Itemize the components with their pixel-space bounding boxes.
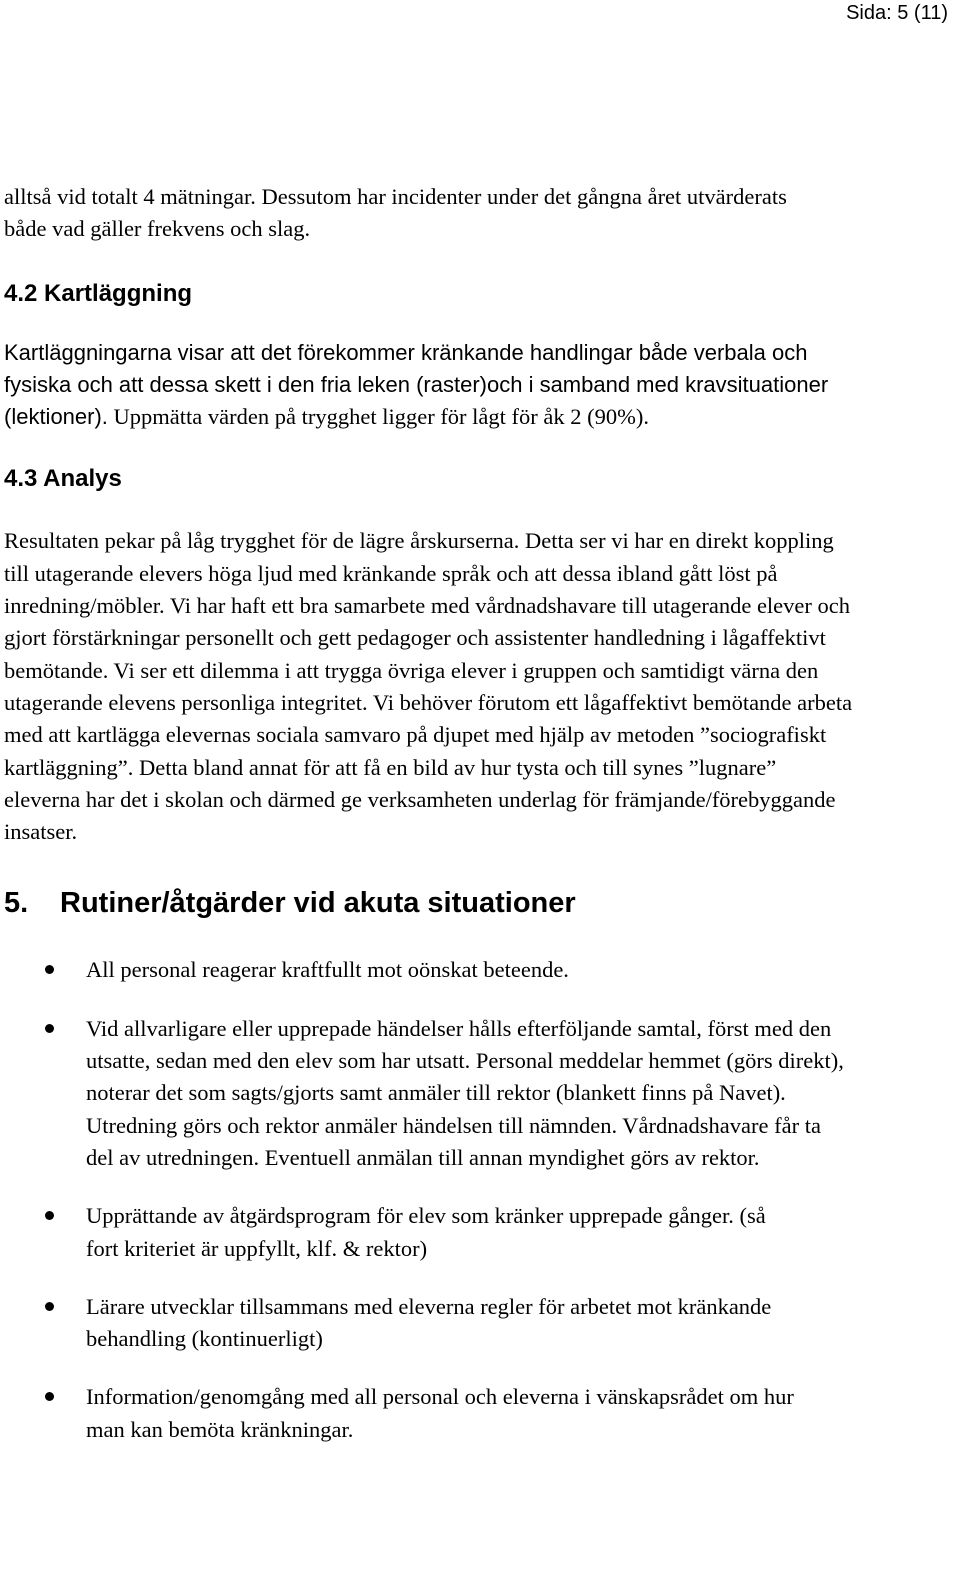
list-item-text: Vid allvarligare eller upprepade händelser hålls efterföljande samtal, först med den utsatte, sedan med den elev som har utsatt. Personal meddelar hemmet (görs direkt), noterar det som sagts/gjorts samt anmäler till rektor (blankett finns på Navet). Utredning görs och rektor anmäler händelsen till nämnden. Vårdnadshavare får ta del av utredningen. Eventuell anmälan till annan myndighet görs av rektor. xyxy=(86,1015,844,1170)
list-item xyxy=(4,954,846,986)
bullet-icon xyxy=(45,1302,54,1311)
bullet-icon xyxy=(45,1211,54,1220)
page-number-header: Sida: 5 (11) xyxy=(846,2,948,24)
list-item xyxy=(4,1013,846,1174)
section-4-2-text-serif: Uppmätta värden på trygghet ligger för lågt för åk 2 (90%). xyxy=(107,404,649,430)
list-item-text: Upprättande av åtgärdsprogram för elev som kränker upprepade gånger. (så fort kriteriet är uppfyllt, klf. & rektor) xyxy=(86,1203,766,1261)
list-item xyxy=(4,1381,796,1446)
section-4-2-text-sans: Kartläggningarna visar att det förekommer kränkande handlingar både verbala och fysiska och att dessa skett i den fria leken (raster)och i samband med kravsituationer (lektioner). xyxy=(4,339,829,430)
section-5-title: Rutiner/åtgärder vid akuta situationer xyxy=(60,887,576,920)
section-4-2-paragraph xyxy=(4,337,864,434)
list-item xyxy=(4,1291,796,1356)
section-5-heading xyxy=(4,886,954,920)
list-item-text: Lärare utvecklar tillsammans med eleverna regler för arbetet mot kränkande behandling (kontinuerligt) xyxy=(86,1293,772,1352)
routine-list xyxy=(4,954,954,1446)
bullet-icon xyxy=(45,965,54,974)
list-item xyxy=(4,1200,796,1265)
list-item-text: All personal reagerar kraftfullt mot oönskat beteende. xyxy=(86,957,569,983)
list-item-text: Information/genomgång med all personal och eleverna i vänskapsrådet om hur man kan bemöta kränkningar. xyxy=(86,1384,794,1442)
bullet-icon xyxy=(45,1024,54,1033)
section-4-3-paragraph: Resultaten pekar på låg trygghet för de lägre årskurserna. Detta ser vi har en direkt koppling till utagerande elevers höga ljud med kränkande språk och att dessa ibland gått löst på inredning/möbler. Vi har haft ett bra samarbete med vårdnadshavare till utagerande elever och gjort förstärkningar personellt och gett pedagoger och assistenter handledning i lågaffektivt bemötande. Vi ser ett dilemma i att trygga övriga elever i gruppen och samtidigt värna den utagerande elevens personliga integritet. Vi behöver förutom ett lågaffektivt bemötande arbeta med att kartlägga elevernas sociala samvaro på djupet med hjälp av metoden ”sociografiskt kartläggning”. Detta bland annat för att få en bild av hur tysta och till synes ”lugnare” eleverna har det i skolan och därmed ge verksamheten underlag för främjande/förebyggande insatser. xyxy=(4,528,853,845)
document-body xyxy=(4,181,954,1446)
section-4-2-heading: 4.2 Kartläggning xyxy=(4,279,193,307)
section-5-number: 5. xyxy=(4,887,29,920)
intro-paragraph: alltså vid totalt 4 mätningar. Dessutom har incidenter under det gångna året utvärderats både vad gäller frekvens och slag. xyxy=(4,184,787,242)
section-4-3-heading: 4.3 Analys xyxy=(4,465,122,493)
bullet-icon xyxy=(45,1392,54,1401)
